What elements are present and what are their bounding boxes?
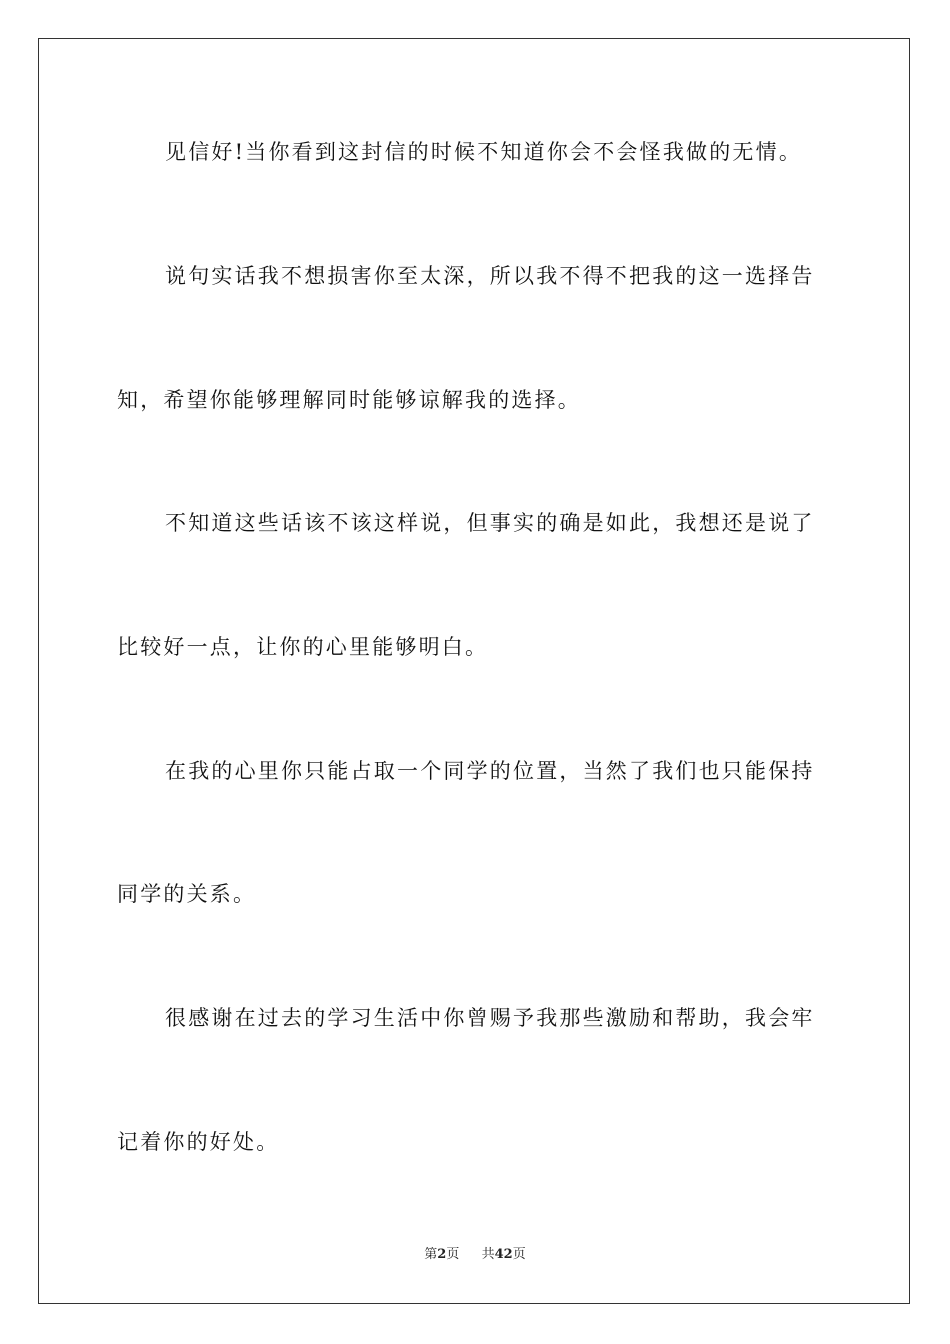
page-suffix: 页 [446, 1247, 460, 1262]
page-number-label [424, 1246, 459, 1264]
paragraph-2-line-1: 说句实话我不想损害你至太深，所以我不得不把我的这一选择告 [165, 264, 815, 288]
total-pages: 42 [494, 1247, 513, 1262]
paragraph-5-line-1: 很感谢在过去的学习生活中你曾赐予我那些激励和帮助，我会牢 [165, 1006, 815, 1030]
page-prefix: 第 [424, 1247, 438, 1262]
total-pages-label [482, 1246, 526, 1264]
paragraph-2-line-2: 知，希望你能够理解同时能够谅解我的选择。 [117, 388, 581, 412]
total-prefix: 共 [481, 1247, 495, 1262]
paragraph-3-line-1: 不知道这些话该不该这样说，但事实的确是如此，我想还是说了 [165, 511, 815, 535]
paragraph-3-line-2: 比较好一点，让你的心里能够明白。 [117, 635, 489, 659]
paragraph-1-line-1: 见信好!当你看到这封信的时候不知道你会不会怪我做的无情。 [165, 140, 803, 164]
paragraph-5-line-2: 记着你的好处。 [117, 1130, 280, 1154]
page-footer [0, 1246, 950, 1264]
page-number: 2 [437, 1247, 447, 1262]
page-frame [38, 38, 910, 1304]
paragraph-4-line-2: 同学的关系。 [117, 882, 257, 906]
paragraph-4-line-1: 在我的心里你只能占取一个同学的位置，当然了我们也只能保持 [165, 759, 815, 783]
total-suffix: 页 [512, 1247, 526, 1262]
